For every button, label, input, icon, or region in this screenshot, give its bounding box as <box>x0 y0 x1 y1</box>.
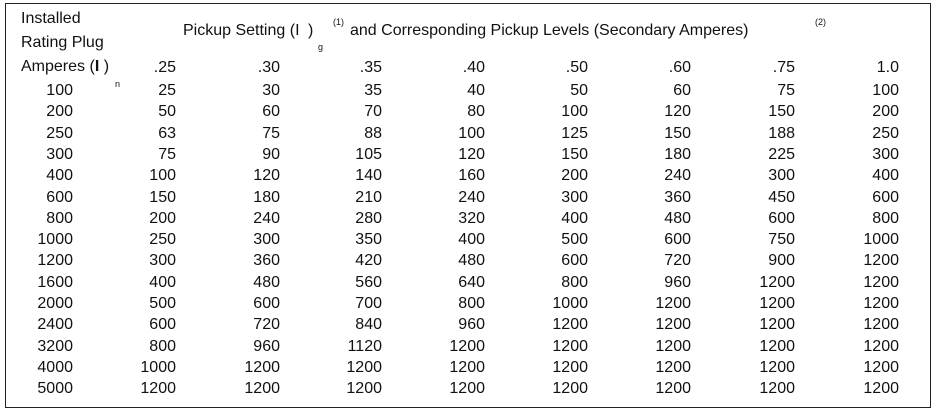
table-cell: 100 <box>458 124 485 142</box>
table-cell: 40 <box>467 82 485 99</box>
table-cell: 480 <box>458 252 485 270</box>
table-cell: 210 <box>355 188 382 206</box>
table-cell: 240 <box>458 188 485 206</box>
table-cell: 75 <box>158 145 176 163</box>
table-cell: 350 <box>355 231 382 249</box>
table-cell: 1200 <box>863 295 899 312</box>
table-cell: 125 <box>561 124 588 142</box>
table-cell: 600 <box>149 316 176 334</box>
table-cell: 90 <box>262 145 280 163</box>
table-cell: 188 <box>768 124 795 142</box>
table-cell: 250 <box>872 124 899 142</box>
table-cell: 240 <box>664 167 691 185</box>
table-cell: 1200 <box>449 380 485 398</box>
table-cell: 300 <box>561 188 588 206</box>
table-cell: 1200 <box>863 358 899 376</box>
table-cell: 900 <box>768 252 795 270</box>
table-cell: 1200 <box>552 337 588 355</box>
footnote-1: (1) <box>333 17 344 27</box>
table-cell: 180 <box>664 145 691 163</box>
table-cell: 240 <box>253 209 280 227</box>
column-header: .50 <box>565 59 588 76</box>
table-cell: 200 <box>149 209 176 227</box>
header-pickup-part2: ) <box>307 22 314 39</box>
table-cell: 100 <box>872 82 899 99</box>
header-pickup-subscript: g <box>318 42 324 52</box>
table-cell: 1200 <box>655 295 691 312</box>
table-cell: 320 <box>458 209 485 227</box>
table-cell: 1200 <box>759 316 795 334</box>
footnote-2: (2) <box>815 17 826 27</box>
header-amperes-paren-open: ( <box>89 58 95 75</box>
column-header: .40 <box>462 59 485 76</box>
row-label: 300 <box>46 145 73 163</box>
table-cell: 63 <box>158 124 176 142</box>
table-cell: 25 <box>158 82 176 99</box>
table-cell: 120 <box>458 145 485 163</box>
header-installed: Installed <box>21 10 81 27</box>
column-header: 1.0 <box>876 59 899 76</box>
table-cell: 200 <box>561 167 588 185</box>
table-cell: 1200 <box>449 358 485 376</box>
table-cell: 1200 <box>552 358 588 376</box>
table-cell: 35 <box>364 82 382 99</box>
table-cell: 600 <box>253 295 280 312</box>
row-label: 2400 <box>37 316 73 334</box>
table-cell: 1200 <box>346 380 382 398</box>
row-label: 400 <box>46 167 73 185</box>
table-cell: 1200 <box>346 358 382 376</box>
table-cell: 200 <box>872 103 899 121</box>
table-cell: 450 <box>768 188 795 206</box>
table-cell: 1120 <box>347 337 382 355</box>
table-cell: 480 <box>664 209 691 227</box>
header-pickup-setting <box>183 22 313 40</box>
table-cell: 600 <box>872 188 899 206</box>
row-label: 1200 <box>37 252 73 270</box>
column-header: .75 <box>772 59 795 76</box>
table-cell: 600 <box>768 209 795 227</box>
table-cell: 400 <box>458 231 485 249</box>
table-cell: 1200 <box>759 380 795 398</box>
table-cell: 70 <box>364 103 382 121</box>
table-cell: 80 <box>467 103 485 121</box>
table-cell: 1200 <box>449 337 485 355</box>
column-header: .35 <box>359 59 382 76</box>
table-cell: 500 <box>149 295 176 312</box>
table-cell: 250 <box>149 231 176 249</box>
header-amperes-symbol: I <box>94 58 100 75</box>
table-cell: 1000 <box>552 295 588 312</box>
table-cell: 1200 <box>863 337 899 355</box>
table-cell: 300 <box>872 145 899 163</box>
table-cell: 560 <box>355 273 382 291</box>
table-cell: 600 <box>561 252 588 270</box>
table-cell: 640 <box>458 273 485 291</box>
table-cell: 280 <box>355 209 382 227</box>
table-cell: 75 <box>262 124 280 142</box>
table-cell: 1200 <box>759 337 795 355</box>
table-cell: 700 <box>355 295 382 312</box>
table-cell: 150 <box>664 124 691 142</box>
table-cell: 1000 <box>140 358 176 376</box>
table-cell: 100 <box>561 103 588 121</box>
table-cell: 300 <box>149 252 176 270</box>
table-cell: 1200 <box>655 337 691 355</box>
table-cell: 400 <box>561 209 588 227</box>
table-cell: 160 <box>458 167 485 185</box>
table-cell: 1200 <box>552 380 588 398</box>
table-cell: 300 <box>768 167 795 185</box>
table-cell: 800 <box>561 273 588 291</box>
table-cell: 1200 <box>244 380 280 398</box>
table-cell: 1200 <box>863 273 899 291</box>
header-amperes-paren-close: ) <box>103 58 110 75</box>
table-cell: 300 <box>253 231 280 249</box>
table-cell: 840 <box>355 316 382 334</box>
table-cell: 800 <box>149 337 176 355</box>
table-cell: 1000 <box>863 231 899 249</box>
table-cell: 720 <box>664 252 691 270</box>
column-header: .60 <box>668 59 691 76</box>
table-cell: 360 <box>664 188 691 206</box>
row-label: 600 <box>46 188 73 206</box>
row-label: 800 <box>46 209 73 227</box>
row-label: 1600 <box>37 273 73 291</box>
table-cell: 1200 <box>140 380 176 398</box>
table-cell: 30 <box>262 82 280 99</box>
table-cell: 140 <box>355 167 382 185</box>
table-cell: 400 <box>149 273 176 291</box>
header-pickup-symbol: I <box>295 22 300 39</box>
table-cell: 1200 <box>655 316 691 334</box>
header-amperes-text: Amperes <box>21 58 86 75</box>
table-cell: 1200 <box>759 358 795 376</box>
table-cell: 1200 <box>655 380 691 398</box>
header-amperes <box>21 58 109 76</box>
table-cell: 600 <box>664 231 691 249</box>
table-cell: 120 <box>664 103 691 121</box>
table-cell: 960 <box>253 337 280 355</box>
table-cell: 500 <box>561 231 588 249</box>
table-cell: 1200 <box>552 316 588 334</box>
table-cell: 1200 <box>863 380 899 398</box>
table-cell: 800 <box>458 295 485 312</box>
table-cell: 225 <box>768 145 795 163</box>
column-header: .30 <box>257 59 280 76</box>
row-label: 1000 <box>37 231 73 249</box>
table-cell: 180 <box>253 188 280 206</box>
header-pickup-levels: and Corresponding Pickup Levels (Secondary Amperes) <box>350 22 749 39</box>
table-cell: 720 <box>253 316 280 334</box>
table-cell: 50 <box>158 103 176 121</box>
table-cell: 120 <box>253 167 280 185</box>
row-label: 250 <box>46 124 73 142</box>
row-label: 5000 <box>37 380 73 398</box>
row-label: 100 <box>46 82 73 99</box>
header-rating-plug: Rating Plug <box>21 34 104 51</box>
table-cell: 1200 <box>759 273 795 291</box>
table-cell: 420 <box>355 252 382 270</box>
table-cell: 1200 <box>244 358 280 376</box>
row-label: 4000 <box>37 358 73 376</box>
table-cell: 360 <box>253 252 280 270</box>
table-cell: 1200 <box>863 316 899 334</box>
table-cell: 88 <box>364 124 382 142</box>
table-cell: 60 <box>673 82 691 99</box>
table-cell: 1200 <box>759 295 795 312</box>
table-cell: 75 <box>777 82 795 99</box>
table-cell: 1200 <box>863 252 899 270</box>
table-cell: 960 <box>664 273 691 291</box>
table-cell: 105 <box>355 145 382 163</box>
table-cell: 100 <box>149 167 176 185</box>
header-amperes-subscript: n <box>115 79 121 89</box>
table-cell: 150 <box>561 145 588 163</box>
row-label: 200 <box>46 103 73 121</box>
header-pickup-part1: Pickup Setting ( <box>183 22 296 39</box>
table-cell: 480 <box>253 273 280 291</box>
row-label: 3200 <box>37 337 73 355</box>
table-cell: 750 <box>768 231 795 249</box>
table-cell: 800 <box>872 209 899 227</box>
table-cell: 50 <box>570 82 588 99</box>
column-header: .25 <box>153 59 176 76</box>
table-cell: 60 <box>262 103 280 121</box>
table-cell: 1200 <box>655 358 691 376</box>
row-label: 2000 <box>37 295 73 312</box>
table-cell: 150 <box>149 188 176 206</box>
table-cell: 960 <box>458 316 485 334</box>
table-cell: 400 <box>872 167 899 185</box>
table-cell: 150 <box>768 103 795 121</box>
